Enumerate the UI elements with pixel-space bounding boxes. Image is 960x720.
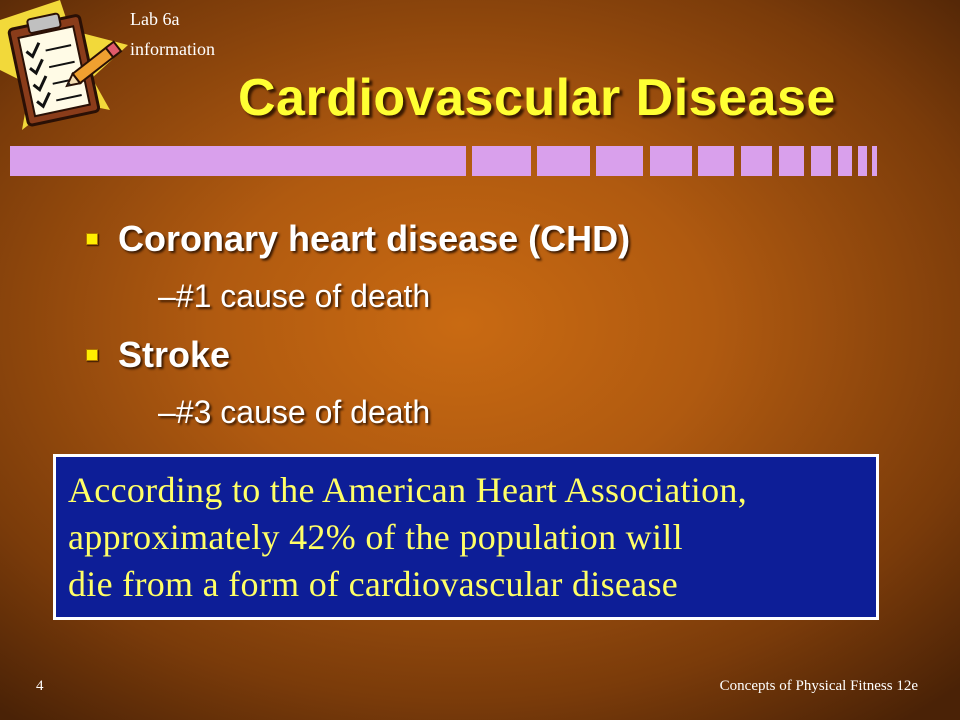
bar-segment — [872, 146, 877, 176]
lab-note-line1: Lab 6a — [130, 9, 180, 29]
slide-number: 4 — [36, 678, 44, 694]
bullet-subitem: –#3 cause of death — [158, 394, 431, 430]
bullet-marker-icon — [86, 233, 98, 245]
bullet-subitem: –#1 cause of death — [158, 278, 431, 314]
callout-line: approximately 42% of the population will — [68, 517, 683, 557]
bullet-item — [86, 218, 630, 260]
callout-line: die from a form of cardiovascular disease — [68, 564, 679, 604]
bullet-item — [86, 334, 230, 376]
bar-segment — [838, 146, 852, 176]
lab-note — [130, 4, 270, 64]
bar-segment — [650, 146, 692, 176]
bullet-label: Stroke — [118, 334, 231, 375]
lab-note-line2: information — [130, 39, 215, 59]
bullet-label: Coronary heart disease (CHD) — [118, 218, 631, 259]
callout-box — [53, 454, 879, 620]
bar-segment — [858, 146, 867, 176]
bar-segment — [779, 146, 804, 176]
callout-line: According to the American Heart Association, — [68, 470, 748, 510]
bar-segment — [698, 146, 734, 176]
clipboard-icon — [0, 0, 130, 135]
bar-segment — [596, 146, 643, 176]
footer-text: Concepts of Physical Fitness 12e — [719, 678, 918, 694]
bullet-marker-icon — [86, 349, 98, 361]
bar-segment — [741, 146, 772, 176]
bar-segment — [472, 146, 531, 176]
bar-segment — [10, 146, 466, 176]
slide-title: Cardiovascular Disease — [238, 69, 836, 127]
title-underline-bar — [10, 146, 890, 176]
bar-segment — [811, 146, 831, 176]
bar-segment — [537, 146, 590, 176]
